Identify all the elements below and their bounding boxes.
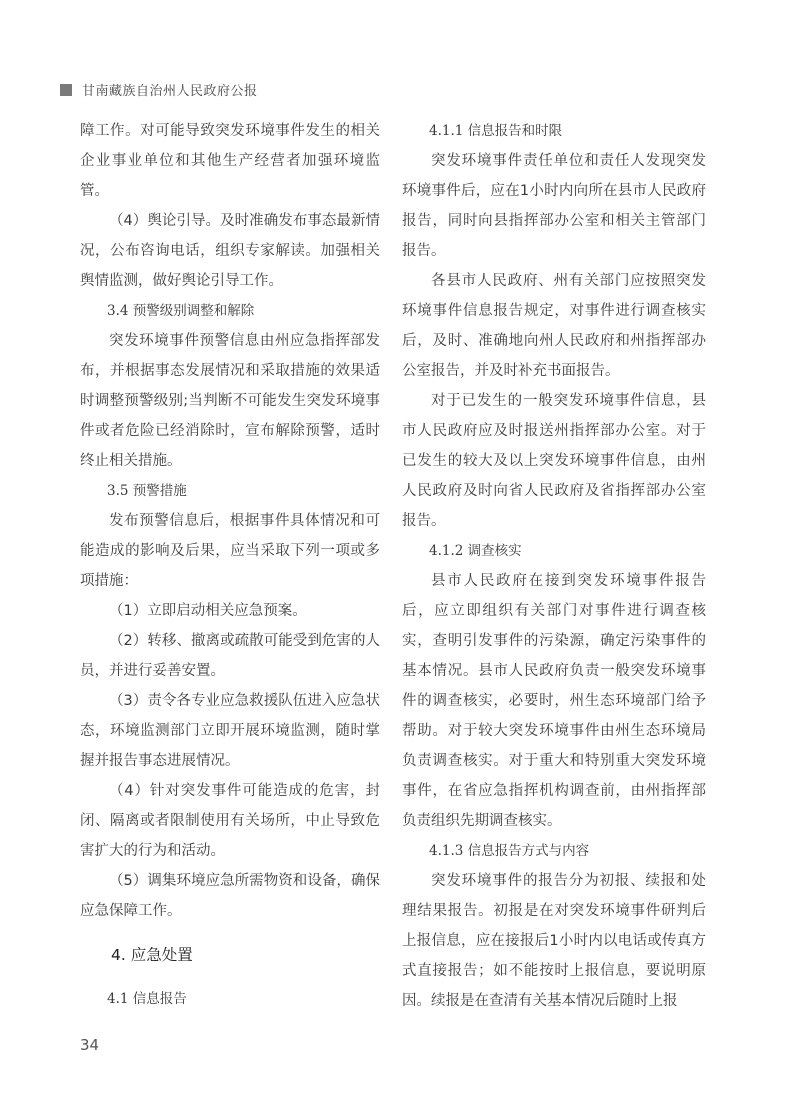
left-paragraph: （1）立即启动相关应急预案。 xyxy=(109,603,307,619)
left-section-heading: 4.1 信息报告 xyxy=(107,991,187,1007)
left-paragraph: 发布预警信息后，根据事件具体情况和可能造成的影响及后果，应当采取下列一项或多项措施： xyxy=(80,513,380,589)
right-paragraph: 对于已发生的一般突发环境事件信息，县市人民政府应及时报送州指挥部办公室。对于已发生的较大及以上突发环境事件信息，由州人民政府及时向省人民政府及省指挥部办公室报告。 xyxy=(402,393,706,529)
right-section-heading: 4.1.3 信息报告方式与内容 xyxy=(429,843,590,859)
right-paragraph: 各县市人民政府、州有关部门应按照突发环境事件信息报告规定，对事件进行调查核实后，及时、准确地向州人民政府和州指挥部办公室报告，并及时补充书面报告。 xyxy=(402,273,706,379)
right-paragraph: 县市人民政府在接到突发环境事件报告后，应立即组织有关部门对事件进行调查核实，查明引发事件的污染源，确定污染事件的基本情况。县市人民政府负责一般突发环境事件的调查核实，必要时，州生态环境部门给予帮助。对于较大突发环境事件由州生态环境局负责调查核实。对于重大和特别重大突发环境事件，在省应急指挥机构调查前，由州指挥部负责组织先期调查核实。 xyxy=(402,573,706,829)
left-paragraph: （2）转移、撤离或疏散可能受到危害的人员，并进行妥善安置。 xyxy=(80,633,380,679)
left-paragraph: （3）责令各专业应急救援队伍进入应急状态，环境监测部门立即开展环境监测，随时掌握并报告事态进展情况。 xyxy=(80,693,380,769)
right-paragraph: 突发环境事件责任单位和责任人发现突发环境事件后，应在1小时内向所在县市人民政府报告，同时向县指挥部办公室和相关主管部门报告。 xyxy=(402,153,706,259)
left-column xyxy=(80,116,380,1014)
left-section-heading: 3.5 预警措施 xyxy=(107,483,187,499)
left-paragraph: 突发环境事件预警信息由州应急指挥部发布，并根据事态发展情况和采取措施的效果适时调整预警级别;当判断不可能发生突发环境事件或者危险已经消除时，宣布解除预警，适时终止相关措施。 xyxy=(80,333,380,469)
journal-header xyxy=(60,80,258,99)
journal-title: 甘南藏族自治州人民政府公报 xyxy=(82,84,258,99)
left-paragraph: （4）针对突发事件可能造成的危害，封闭、隔离或者限制使用有关场所，中止导致危害扩大的行为和活动。 xyxy=(80,783,380,859)
right-section-heading: 4.1.2 调查核实 xyxy=(429,543,522,559)
left-paragraph: （4）舆论引导。及时准确发布事态最新情况，公布咨询电话，组织专家解读。加强相关舆情监测，做好舆论引导工作。 xyxy=(80,213,380,289)
right-paragraph: 突发环境事件的报告分为初报、续报和处理结果报告。初报是在对突发环境事件研判后上报信息，应在接报后1小时内以电话或传真方式直接报告；如不能按时上报信息，要说明原因。续报是在查清有关基本情况后随时上报 xyxy=(402,873,706,1009)
page-number: 34 xyxy=(80,1036,100,1054)
left-paragraph: （5）调集环境应急所需物资和设备，确保应急保障工作。 xyxy=(80,873,380,919)
left-section-heading: 3.4 预警级别调整和解除 xyxy=(107,303,255,319)
left-paragraph: 障工作。对可能导致突发环境事件发生的相关企业事业单位和其他生产经营者加强环境监管。 xyxy=(80,123,380,199)
right-column xyxy=(402,116,706,1016)
right-section-heading: 4.1.1 信息报告和时限 xyxy=(429,123,563,139)
header-square-icon xyxy=(60,84,72,96)
left-chapter-heading: 4. 应急处置 xyxy=(111,946,193,964)
